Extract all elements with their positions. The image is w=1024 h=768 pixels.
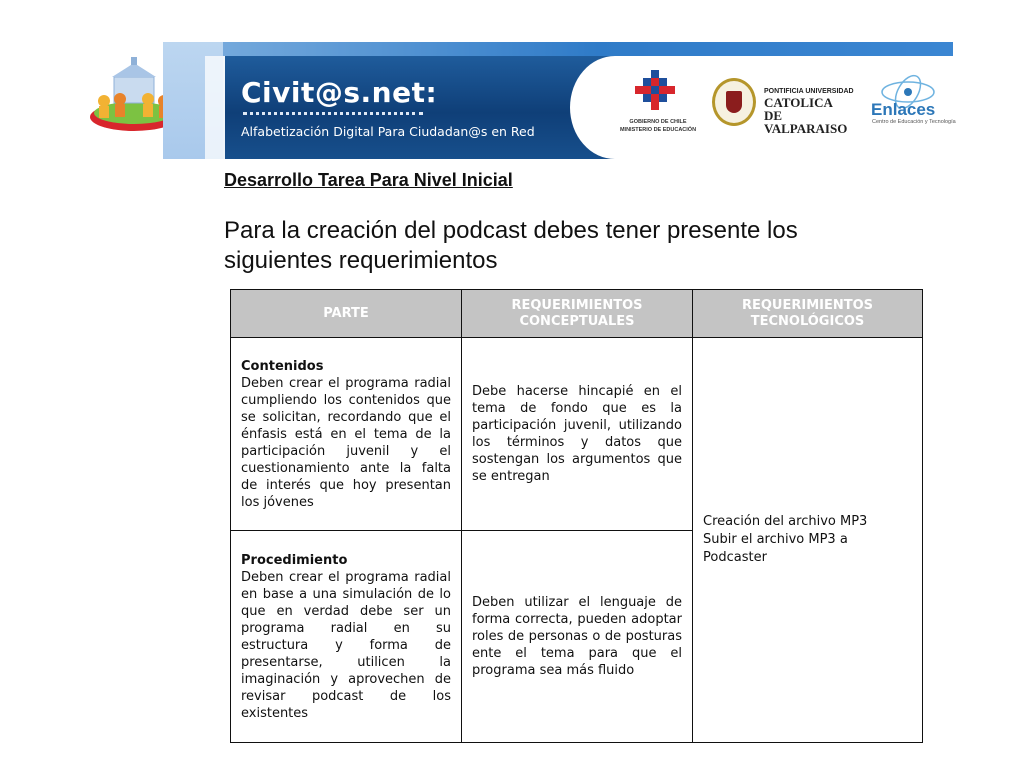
gobierno-de-chile-logo — [618, 68, 698, 134]
tech-item: Creación del archivo MP3 — [703, 514, 868, 529]
header-tecnologicos: REQUERIMIENTOS TECNOLÓGICOS — [693, 290, 923, 338]
pucv-small-label: PONTIFICIA UNIVERSIDAD — [764, 88, 854, 95]
intro-paragraph: Para la creación del podcast debes tener presente los siguientes requerimientos — [224, 217, 798, 274]
enlaces-tagline: Centro de Educación y Tecnología — [872, 119, 956, 125]
enlaces-wordmark: Enlaces — [871, 100, 936, 119]
cell-body: Deben crear el programa radial cumpliendo los contenidos que se solicitan, recordando que el énfasis está en el tema de la participación juvenil y el cuestionamiento ante la falta de interés que hoy presentan los jóvenes — [241, 375, 451, 510]
gobierno-sublabel: MINISTERIO DE EDUCACIÓN — [619, 127, 697, 133]
pucv-name-line1: CATOLICA — [764, 95, 833, 110]
brand-subtitle: Alfabetización Digital Para Ciudadan@s en Red — [241, 124, 535, 139]
banner-top-stripe — [163, 42, 953, 56]
enlaces-logo — [866, 72, 956, 132]
cell-title: Procedimiento — [241, 552, 348, 568]
page-heading: Desarrollo Tarea Para Nivel Inicial — [224, 170, 513, 190]
cell-parte-procedimiento — [231, 531, 462, 743]
brand-dotted-rule — [243, 112, 423, 118]
pucv-seal-icon — [712, 78, 756, 126]
cell-title: Contenidos — [241, 358, 324, 374]
brand-title: Civit@s.net: — [241, 76, 438, 109]
cell-conceptual-contenidos: Debe hacerse hincapié en el tema de fondo que es la participación juvenil, utilizando los términos y datos que sostengan los argumentos que se entregan — [462, 338, 693, 531]
pucv-name-line2: DE VALPARAISO — [764, 108, 848, 136]
tech-item: Subir el archivo MP3 a Podcaster — [703, 532, 848, 565]
gobierno-label: GOBIERNO DE CHILE — [629, 119, 687, 125]
gobierno-cubes-icon — [633, 68, 683, 112]
cell-tecnologicos — [693, 338, 923, 743]
pucv-name — [764, 96, 862, 135]
cell-conceptual-procedimiento: Deben utilizar el lenguaje de forma correcta, pueden adoptar roles de personas o de posturas ente el tema para que el programa sea más fluido — [462, 531, 693, 743]
table-header-row — [231, 290, 923, 338]
header-conceptuales: REQUERIMIENTOS CONCEPTUALES — [462, 290, 693, 338]
header-parte: PARTE — [231, 290, 462, 338]
cell-body: Deben crear el programa radial en base a una simulación de lo que en verdad debe ser un programa radial en su estructura y forma de presentarse, utilicen la imaginación y aprovechen de revisar podcast de los existentes — [241, 569, 451, 721]
table-row — [231, 338, 923, 531]
pucv-logo — [712, 76, 862, 136]
cell-parte-contenidos — [231, 338, 462, 531]
requirements-table — [230, 289, 923, 743]
